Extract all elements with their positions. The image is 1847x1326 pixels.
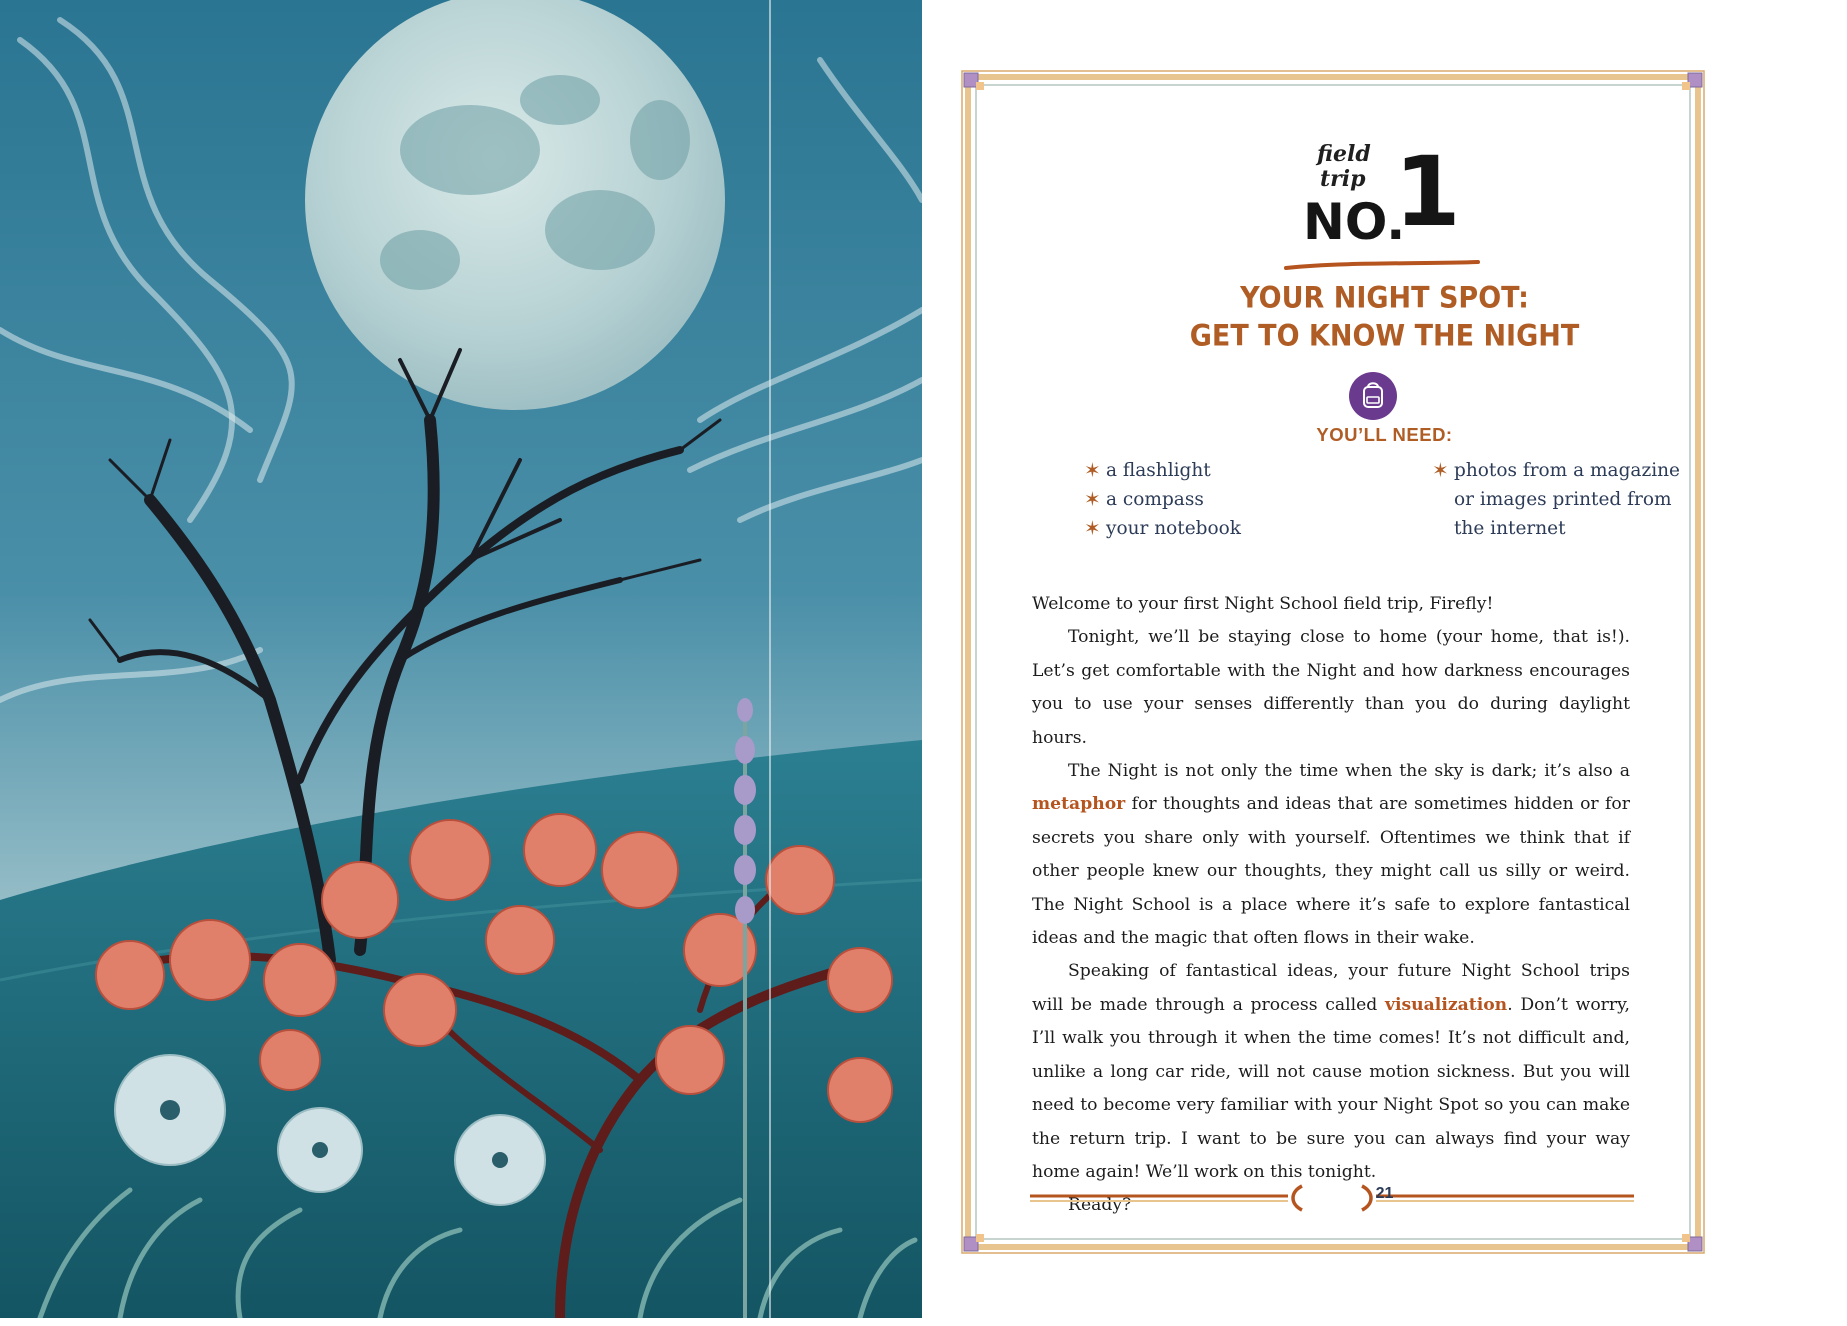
moon-tree-flowers-illustration	[0, 0, 922, 1318]
field-trip-label-line1: field	[1317, 141, 1371, 167]
field-trip-label-line2: trip	[1320, 166, 1366, 192]
youll-need-label: YOU’LL NEED:	[1316, 424, 1453, 445]
needs-list-left	[1084, 456, 1241, 543]
asterisk-bullet-icon: ✶	[1084, 516, 1101, 540]
paragraph: Speaking of fantastical ideas, your future Night School trips will be made through a process called visualization. Don’t worry, I’ll walk you through it when the time comes! It’s not difficult and, unlike a long car ride, will not cause motion sickness. But you will need to become very familiar with your Night Spot so you can make the return trip. I want to be sure you can always find your way home again! We’ll work on this tonight.	[1032, 961, 1630, 1182]
trip-title-line2: GET TO KNOW THE NIGHT	[1189, 319, 1580, 354]
paragraph: Ready?	[1068, 1195, 1132, 1216]
list-item-continuation: or images printed from	[1454, 489, 1672, 510]
asterisk-bullet-icon: ✶	[1432, 458, 1449, 482]
trip-title-line1: YOUR NIGHT SPOT:	[1240, 281, 1529, 316]
keyword-visualization: visualization	[1384, 994, 1508, 1015]
needs-list-right	[1432, 456, 1680, 543]
field-trip-number: 1	[1394, 136, 1461, 248]
text-page	[922, 0, 1847, 1326]
list-item-continuation: the internet	[1454, 518, 1566, 539]
paragraph: Welcome to your first Night School field trip, Firefly!	[1032, 594, 1494, 614]
asterisk-bullet-icon: ✶	[1084, 487, 1101, 511]
paragraph: Tonight, we’ll be staying close to home (your home, that is!). Let’s get comfortable with the Night and how darkness encourages you to use your senses differently than you do during daylight hours.	[1032, 627, 1630, 748]
paragraph: The Night is not only the time when the sky is dark; it’s also a metaphor for thoughts and ideas that are sometimes hidden or for secrets you share only with yourself. Oftentimes we think that if other people knew our thoughts, they might call us silly or weird. The Night School is a place where it’s safe to explore fantastical ideas and the magic that often flows in their wake.	[1032, 761, 1630, 949]
field-trip-number-prefix: NO.	[1303, 193, 1406, 251]
backpack-icon	[1348, 371, 1398, 421]
keyword-metaphor: metaphor	[1032, 794, 1126, 815]
title-underline-rule	[1282, 258, 1482, 274]
body-text	[1032, 588, 1630, 1223]
list-item: ✶ a flashlight	[1084, 456, 1241, 485]
list-item: ✶ photos from a magazine	[1432, 456, 1680, 485]
page-number: 21	[1375, 1185, 1394, 1202]
asterisk-bullet-icon: ✶	[1084, 458, 1101, 482]
list-item: ✶ a compass	[1084, 485, 1241, 514]
list-item: ✶ your notebook	[1084, 514, 1241, 543]
